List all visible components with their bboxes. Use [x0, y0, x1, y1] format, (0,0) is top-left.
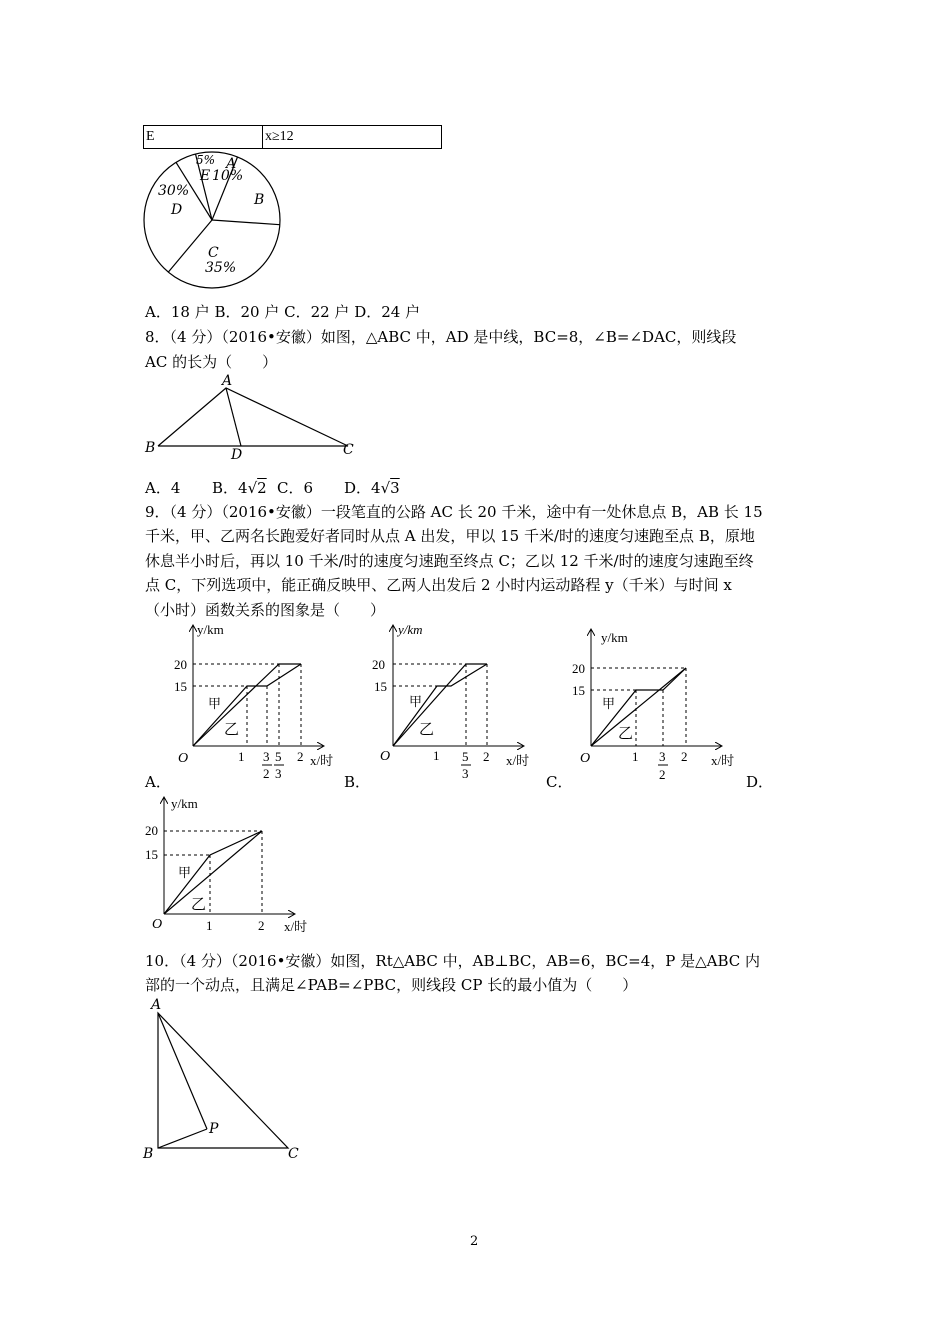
pie-label-c: C — [208, 245, 219, 261]
pie-slice-boundary-c — [212, 220, 280, 225]
pie-label-a: A — [226, 156, 237, 172]
graph-a-x1: 1 — [238, 749, 245, 764]
q10-stem-line1: 10．（4 分）（2016•安徽）如图，Rt△ABC 中，AB⊥BC，AB=6，BC=4，P 是△ABC 内 — [145, 952, 761, 970]
pie-percent-d: 30% — [158, 183, 190, 199]
graph-c-y15: 15 — [572, 683, 585, 698]
pie-percent-e: 5% — [196, 153, 216, 167]
q9-option-b: B． — [344, 773, 371, 791]
q8-label-a: A — [222, 373, 233, 389]
q8-stem-line2: AC 的长为（ ） — [145, 353, 278, 371]
pie-percent-a: 10% — [212, 168, 244, 184]
graph-a-y20: 20 — [174, 657, 187, 672]
pie-label-e: E — [200, 168, 211, 184]
q8-option-b-prefix: B．4 — [212, 479, 248, 497]
q10-label-a: A — [151, 997, 162, 1013]
pie-percent-c: 35% — [205, 260, 237, 276]
q8-label-b: B — [145, 440, 156, 456]
graph-a-x53-den: 3 — [275, 766, 282, 781]
q8-option-b — [212, 476, 267, 500]
graph-a-origin: O — [178, 751, 189, 766]
graph-a-y15: 15 — [174, 679, 187, 694]
graph-b-jia: 甲 — [409, 694, 423, 709]
graph-d-x1: 1 — [206, 918, 213, 933]
graph-a-ylabel: y/km — [197, 622, 224, 637]
q8-option-c: C．6 — [277, 479, 314, 497]
classification-table-row — [143, 125, 442, 149]
q8-option-d-prefix: D．4 — [344, 479, 381, 497]
q8-label-d: D — [231, 447, 243, 463]
q10-stem-line2: 部的一个动点，且满足∠PAB=∠PBC，则线段 CP 长的最小值为（ ） — [145, 976, 638, 994]
graph-c-origin: O — [580, 751, 591, 766]
table-cell-group: E — [144, 126, 263, 149]
graph-d-x2: 2 — [258, 918, 265, 933]
q10-triangle-figure — [140, 995, 310, 1165]
q9-stem-line4: 点 C，下列选项中，能正确反映甲、乙两人出发后 2 小时内运动路程 y（千米）与时间 x — [145, 576, 732, 594]
graph-d-origin: O — [152, 917, 163, 932]
q9-graph-c — [555, 620, 735, 792]
graph-c-ylabel: y/km — [601, 630, 628, 645]
q9-stem-line1: 9．（4 分）（2016•安徽）一段笔直的公路 AC 长 20 千米，途中有一处休息点 B，AB 长 15 — [145, 503, 763, 521]
graph-d-xlabel: x/时 — [284, 919, 308, 934]
q9-stem-line3: 休息半小时后，再以 10 千米/时的速度匀速跑至终点 C；乙以 12 千米/时的速度匀速跑至终 — [145, 552, 754, 570]
graph-c-jia: 甲 — [602, 696, 616, 711]
graph-c-yi: 乙 — [618, 726, 634, 742]
graph-d-y15: 15 — [145, 847, 158, 862]
graph-a-xlabel: x/时 — [310, 753, 334, 768]
q8-label-c: C — [343, 442, 354, 458]
q9-graph-d — [138, 790, 328, 938]
graph-c-xlabel: x/时 — [711, 753, 735, 768]
q7-options: A．18 户 B．20 户 C．22 户 D．24 户 — [145, 303, 421, 321]
graph-a-x32-num: 3 — [263, 749, 270, 764]
graph-d-yi: 乙 — [191, 897, 207, 913]
sqrt-icon: √ — [247, 479, 258, 497]
q9-option-a: A． — [145, 773, 171, 791]
graph-d-y20: 20 — [145, 823, 158, 838]
q9-stem-line5: （小时）函数关系的图象是（ ） — [145, 601, 386, 619]
graph-b-x53-num: 5 — [462, 749, 469, 764]
pie-label-b: B — [254, 192, 265, 208]
q9-graph-b — [358, 620, 538, 792]
q9-graph-a — [160, 620, 340, 792]
graph-b-origin: O — [380, 749, 391, 764]
graph-b-yi: 乙 — [419, 722, 435, 738]
q8-option-b-radicand: 2 — [257, 479, 267, 497]
q8-triangle-figure — [140, 372, 370, 464]
graph-b-x2: 2 — [483, 749, 490, 764]
q8-option-d-radicand: 3 — [390, 479, 400, 497]
graph-b-x53-den: 3 — [462, 766, 469, 781]
graph-a-jia: 甲 — [208, 696, 222, 711]
q9-option-d: D． — [746, 773, 774, 791]
graph-a-yi: 乙 — [224, 722, 240, 738]
graph-b-ylabel: y/km — [398, 622, 423, 637]
graph-c-x2: 2 — [681, 749, 688, 764]
graph-d-ylabel: y/km — [171, 796, 198, 811]
graph-c-x1: 1 — [632, 749, 639, 764]
graph-c-x32-num: 3 — [659, 749, 666, 764]
page-number: 2 — [470, 1234, 479, 1249]
q10-label-b: B — [143, 1146, 154, 1162]
graph-a-x53-num: 5 — [275, 749, 282, 764]
graph-b-x1: 1 — [433, 748, 440, 763]
q8-option-a: A．4 — [145, 479, 181, 497]
table-cell-range: x≥12 — [263, 126, 442, 149]
q9-stem-line2: 千米，甲、乙两名长跑爱好者同时从点 A 出发，甲以 15 千米/时的速度匀速跑至点 B，原地 — [145, 527, 755, 545]
graph-a-x32-den: 2 — [263, 766, 270, 781]
graph-c-y20: 20 — [572, 661, 585, 676]
graph-b-y20: 20 — [372, 657, 385, 672]
pie-label-d: D — [171, 202, 183, 218]
q8-option-d — [344, 476, 400, 500]
q9-option-c: C． — [546, 773, 573, 791]
sqrt-icon: √ — [380, 479, 391, 497]
q8-stem-line1: 8．（4 分）（2016•安徽）如图，△ABC 中，AD 是中线，BC=8，∠B=∠DAC，则线段 — [145, 328, 737, 346]
graph-b-y15: 15 — [374, 679, 387, 694]
graph-d-jia: 甲 — [178, 865, 192, 880]
graph-c-x32-den: 2 — [659, 767, 666, 782]
q10-label-c: C — [288, 1146, 299, 1162]
q10-label-p: P — [209, 1121, 219, 1137]
graph-b-xlabel: x/时 — [506, 753, 530, 768]
graph-a-x2: 2 — [297, 749, 304, 764]
